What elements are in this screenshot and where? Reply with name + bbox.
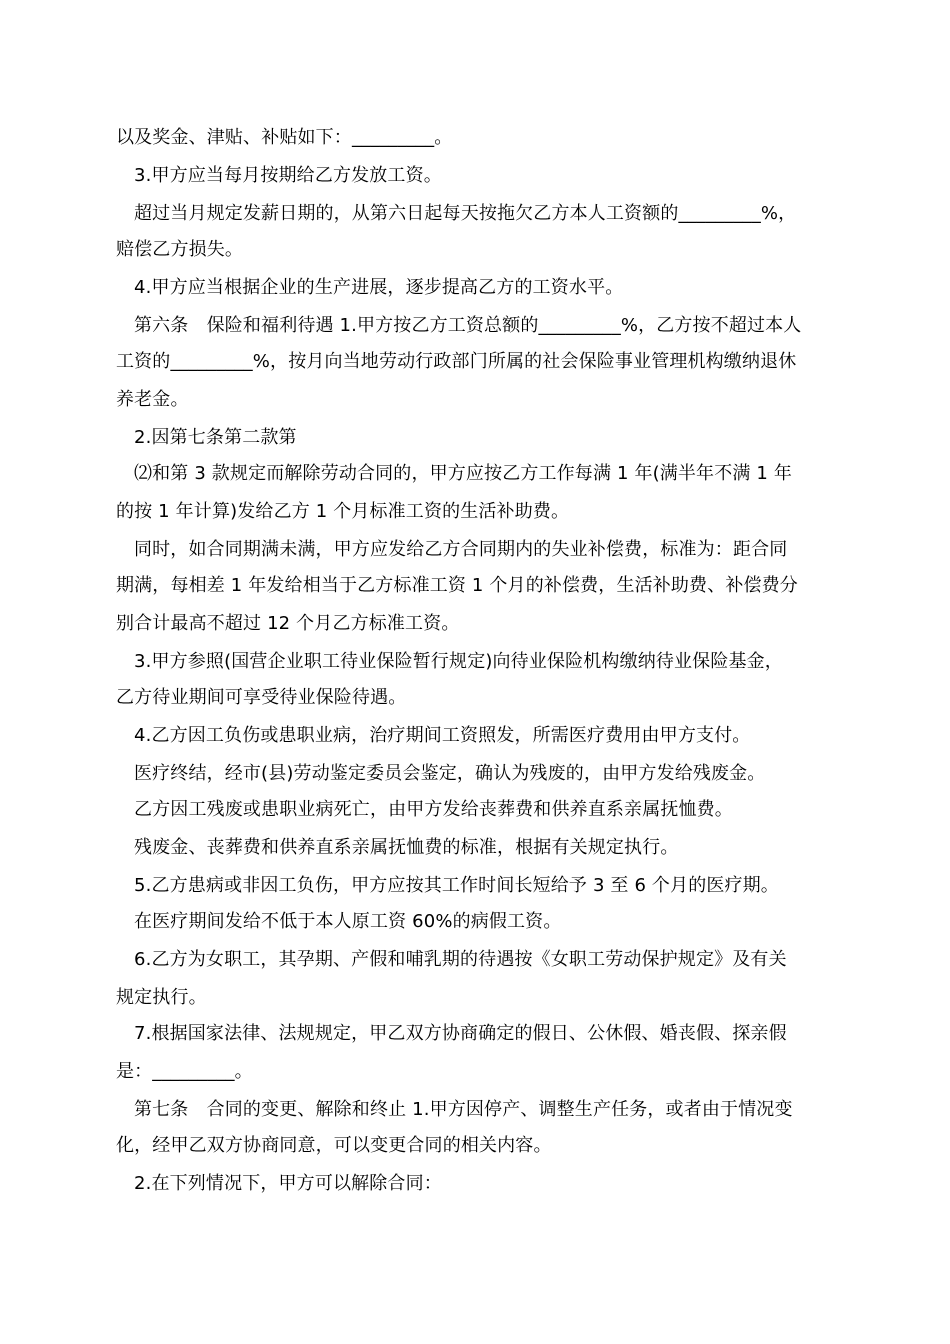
text-line: 5.乙方患病或非因工负伤，甲方应按其工作时间长短给予 3 至 6 个月的医疗期。 <box>134 875 779 896</box>
text-line: 2.在下列情况下，甲方可以解除合同： <box>134 1173 442 1194</box>
text-line: 别合计最高不超过 12 个月乙方标准工资。 <box>116 613 460 634</box>
text-line: ⑵和第 3 款规定而解除劳动合同的，甲方应按乙方工作每满 1 年(满半年不满 1 年 <box>134 463 793 484</box>
text-line: 第七条 合同的变更、解除和终止 1.甲方因停产、调整生产任务，或者由于情况变 <box>134 1099 793 1120</box>
text-line: 是：_________。 <box>116 1061 253 1082</box>
text-line: 医疗终结，经市(县)劳动鉴定委员会鉴定，确认为残废的，由甲方发给残废金。 <box>134 763 766 784</box>
text-line: 3.甲方应当每月按期给乙方发放工资。 <box>134 165 442 186</box>
text-line: 2.因第七条第二款第 <box>134 427 297 448</box>
text-line: 规定执行。 <box>116 987 207 1008</box>
text-line: 的按 1 年计算)发给乙方 1 个月标准工资的生活补助费。 <box>116 501 570 522</box>
text-line: 养老金。 <box>116 389 189 410</box>
text-line: 4.甲方应当根据企业的生产进展，逐步提高乙方的工资水平。 <box>134 277 624 298</box>
text-line: 4.乙方因工负伤或患职业病，治疗期间工资照发，所需医疗费用由甲方支付。 <box>134 725 751 746</box>
text-line: 期满，每相差 1 年发给相当于乙方标准工资 1 个月的补偿费，生活补助费、补偿费分 <box>116 575 798 596</box>
text-line: 7.根据国家法律、法规规定，甲乙双方协商确定的假日、公休假、婚丧假、探亲假 <box>134 1023 787 1044</box>
text-line: 乙方因工残废或患职业病死亡，由甲方发给丧葬费和供养直系亲属抚恤费。 <box>134 799 733 820</box>
text-line: 第六条 保险和福利待遇 1.甲方按乙方工资总额的_________%，乙方按不超过本人 <box>134 315 802 336</box>
text-line: 残废金、丧葬费和供养直系亲属抚恤费的标准，根据有关规定执行。 <box>134 837 679 858</box>
text-line: 超过当月规定发薪日期的，从第六日起每天按拖欠乙方本人工资额的_________%， <box>134 203 797 224</box>
text-line: 工资的_________%，按月向当地劳动行政部门所属的社会保险事业管理机构缴纳退休 <box>116 351 797 372</box>
text-line: 6.乙方为女职工，其孕期、产假和哺乳期的待遇按《女职工劳动保护规定》及有关 <box>134 949 787 970</box>
text-line: 在医疗期间发给不低于本人原工资 60%的病假工资。 <box>134 911 562 932</box>
text-line: 3.甲方参照(国营企业职工待业保险暂行规定)向待业保险机构缴纳待业保险基金， <box>134 651 783 672</box>
text-line: 化，经甲乙双方协商同意，可以变更合同的相关内容。 <box>116 1135 552 1156</box>
text-line: 乙方待业期间可享受待业保险待遇。 <box>116 687 407 708</box>
text-line: 赔偿乙方损失。 <box>116 239 244 260</box>
text-line: 以及奖金、津贴、补贴如下：_________。 <box>116 127 453 148</box>
text-line: 同时，如合同期满未满，甲方应发给乙方合同期内的失业补偿费，标准为：距合同 <box>134 539 788 560</box>
